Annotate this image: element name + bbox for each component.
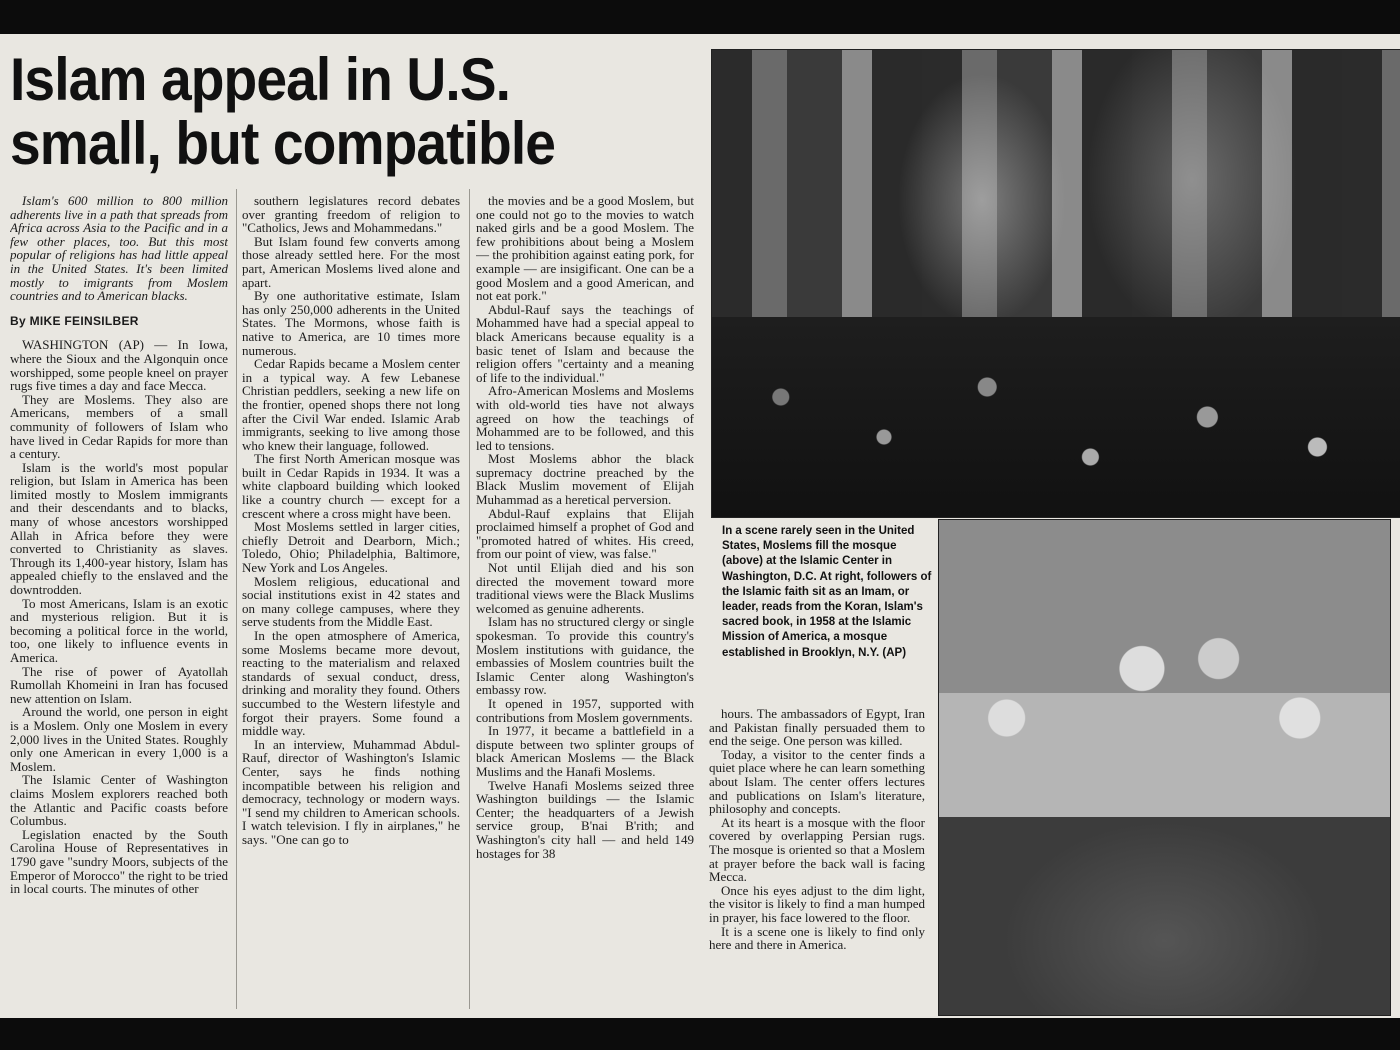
headline [10, 48, 654, 176]
article-paragraph: Moslem religious, educational and social institutions exist in 42 states and on many college campuses, where they serve students from the Middle East. [242, 573, 460, 630]
article-paragraph: WASHINGTON (AP) — In Iowa, where the Sioux and the Algonquin once worshipped, some people kneel on prayer rugs five times a day and face Mecca. [10, 337, 228, 394]
article-paragraph: Once his eyes adjust to the dim light, the visitor is likely to find a man humped in prayer, his face lowered to the floor. [709, 882, 925, 925]
headline-line-1: Islam appeal in U.S. [10, 46, 511, 113]
article-column-1 [10, 194, 228, 1014]
article-paragraph: Most Moslems settled in larger cities, chiefly Detroit and Dearborn, Mich.; Toledo, Ohio; Philadelphia, Baltimore, New York and Los Angeles. [242, 519, 460, 576]
article-paragraph: The rise of power of Ayatollah Rumollah Khomeini in Iran has focused new attention on Islam. [10, 663, 228, 706]
article-paragraph: At its heart is a mosque with the floor covered by overlapping Persian rugs. The mosque is oriented so that a Moslem at prayer before the back wall is facing Mecca. [709, 814, 925, 885]
article-column-2 [242, 194, 460, 1014]
article-paragraph: Abdul-Rauf explains that Elijah proclaimed himself a prophet of God and "promoted hatred of whites. His creed, from our point of view, was false." [476, 505, 694, 562]
article-paragraph: Around the world, one person in eight is a Moslem. Only one Moslem in every 2,000 lives in the United States. Roughly only one American in every 1,000 is a Moslem. [10, 704, 228, 774]
article-paragraph: Not until Elijah died and his son directed the movement toward more traditional views were the Black Muslims welcomed as genuine adherents. [476, 560, 694, 616]
byline: By MIKE FEINSILBER [10, 313, 139, 328]
newspaper-page [0, 34, 1400, 1018]
article-paragraph: Twelve Hanafi Moslems seized three Washington buildings — the Islamic Center; the headquarters of a Jewish service group, B'nai B'rith; and Washington's city hall — and held 149 hostages for 38 [476, 777, 694, 861]
headline-line-2: small, but compatible [10, 110, 556, 177]
article-paragraph: By one authoritative estimate, Islam has only 250,000 adherents in the United States. The Mormons, whose faith is native to America, are 10 times more numerous. [242, 288, 460, 358]
article-paragraph: southern legislatures record debates over granting freedom of religion to "Catholics, Jews and Mohammedans." [242, 194, 460, 236]
article-paragraph: Most Moslems abhor the black supremacy doctrine preached by the Black Muslim movement of Elijah Muhammad as a heretical perversion. [476, 451, 694, 508]
article-paragraph: In 1977, it became a battlefield in a dispute between two splinter groups of black American Moslems — the Black Muslims and the Hanafi Moslems. [476, 723, 694, 779]
article-paragraph: Islam has no structured clergy or single spokesman. To provide this country's Moslem institutions with guidance, the embassies of Moslem countries built the Islamic Center along Washington's embassy row. [476, 614, 694, 698]
article-paragraph: Cedar Rapids became a Moslem center in a typical way. A few Lebanese Christian peddlers, seeking a new life on the frontier, opened shops there not long after the Civil War ended. Islamic Arab immigrants, seeking to live among those who knew their language, followed. [242, 356, 460, 453]
article-paragraph: The Islamic Center of Washington claims Moslem explorers reached both the Atlantic and Pacific coasts before Columbus. [10, 772, 228, 829]
article-lede [10, 194, 228, 303]
article-paragraph: It opened in 1957, supported with contributions from Moslem governments. [476, 695, 694, 725]
column-3-body [476, 194, 694, 860]
article-paragraph: Legislation enacted by the South Carolina House of Representatives in 1790 gave "sundry Moors, subjects of the Emperor of Morocco" the right to be tried in local courts. The minutes of other [10, 826, 228, 897]
article-paragraph: In the open atmosphere of America, some Moslems became more devout, reacting to the materialism and relaxed standards of sexual conduct, dress, drinking and morality they found. Others succumbed to the Western lifestyle and forgot their prayers. Some found a middle way. [242, 628, 460, 739]
article-paragraph: Afro-American Moslems and Moslems with old-world ties have not always agreed on how the teachings of Mohammed are to be followed, and this led to tensions. [476, 383, 694, 453]
article-paragraph: The first North American mosque was built in Cedar Rapids in 1934. It was a white clapboard building which looked like a country church — except for a crescent where a cross might have been. [242, 451, 460, 521]
article-paragraph: They are Moslems. They also are Americans, members of a small community of followers of Islam who have lived in Cedar Rapids for more than a century. [10, 391, 228, 462]
article-paragraph: In an interview, Muhammad Abdul-Rauf, director of Washington's Islamic Center, says he finds nothing incompatible between his religion and democracy, technology or modern ways. "I send my children to American schools. I watch television. I fly in airplanes," he says. "One can go to [242, 736, 460, 847]
article-paragraph: Islam is the world's most popular religion, but Islam in America has been limited mostly to Moslem immigrants and their descendants and to blacks, many of whose ancestors worshipped Allah in Africa before they were converted to Christianity as slaves. Through its 1,400-year history, Islam has appealed chiefly to the enslaved and the downtrodden. [10, 459, 228, 598]
article-paragraph: the movies and be a good Moslem, but one could not go to the movies to watch naked girls and be a good Moslem. The few prohibitions about being a Moslem — the prohibition against eating pork, for example — are insigificant. One can be a good Moslem and a good American, and not eat pork." [476, 194, 694, 304]
imam-reading-photo [938, 519, 1391, 1016]
lede-paragraph: Islam's 600 million to 800 million adherents live in a path that spreads from Africa across Asia to the Pacific and in a few other places, too. But this most popular of religions has had little appeal in the United States. It's been limited mostly to imigrants from Moslem countries and to American blacks. [10, 194, 228, 304]
column-divider [236, 189, 237, 1009]
column-divider [469, 189, 470, 1009]
article-paragraph: Today, a visitor to the center finds a quiet place where he can learn something about Islam. The center offers lectures and publications on Islam's literature, philosophy and concepts. [709, 746, 925, 817]
column-1-body [10, 338, 228, 895]
mosque-interior-photo [711, 49, 1400, 518]
congregation-crowd [712, 317, 1400, 517]
article-paragraph: Abdul-Rauf says the teachings of Mohammed have had a special appeal to black Americans because equality is a basic tenet of Islam and because the religion offers "certainty and a meaning of life to the individual." [476, 301, 694, 385]
photo-caption: In a scene rarely seen in the United States, Moslems fill the mosque (above) at the Islamic Center in Washington, D.C. At right, followers of the Islamic faith sit as an Imam, or leader, reads from the Koran, Islam's sacred book, in 1958 at the Islamic Mission of America, a mosque established in Brooklyn, N.Y. (AP) [722, 525, 932, 659]
article-paragraph: But Islam found few converts among those already settled here. For the most part, American Moslems lived alone and apart. [242, 233, 460, 290]
article-paragraph: hours. The ambassadors of Egypt, Iran and Pakistan finally persuaded them to end the seige. One person was killed. [709, 707, 925, 749]
article-paragraph: To most Americans, Islam is an exotic and mysterious religion. But it is becoming a political force in the world, too, one likely to influence events in America. [10, 595, 228, 665]
article-column-3 [476, 194, 694, 1014]
column-4-body [709, 707, 925, 952]
article-paragraph: It is a scene one is likely to find only here and there in America. [709, 923, 925, 953]
column-2-body [242, 194, 460, 847]
article-column-4 [709, 707, 925, 1007]
